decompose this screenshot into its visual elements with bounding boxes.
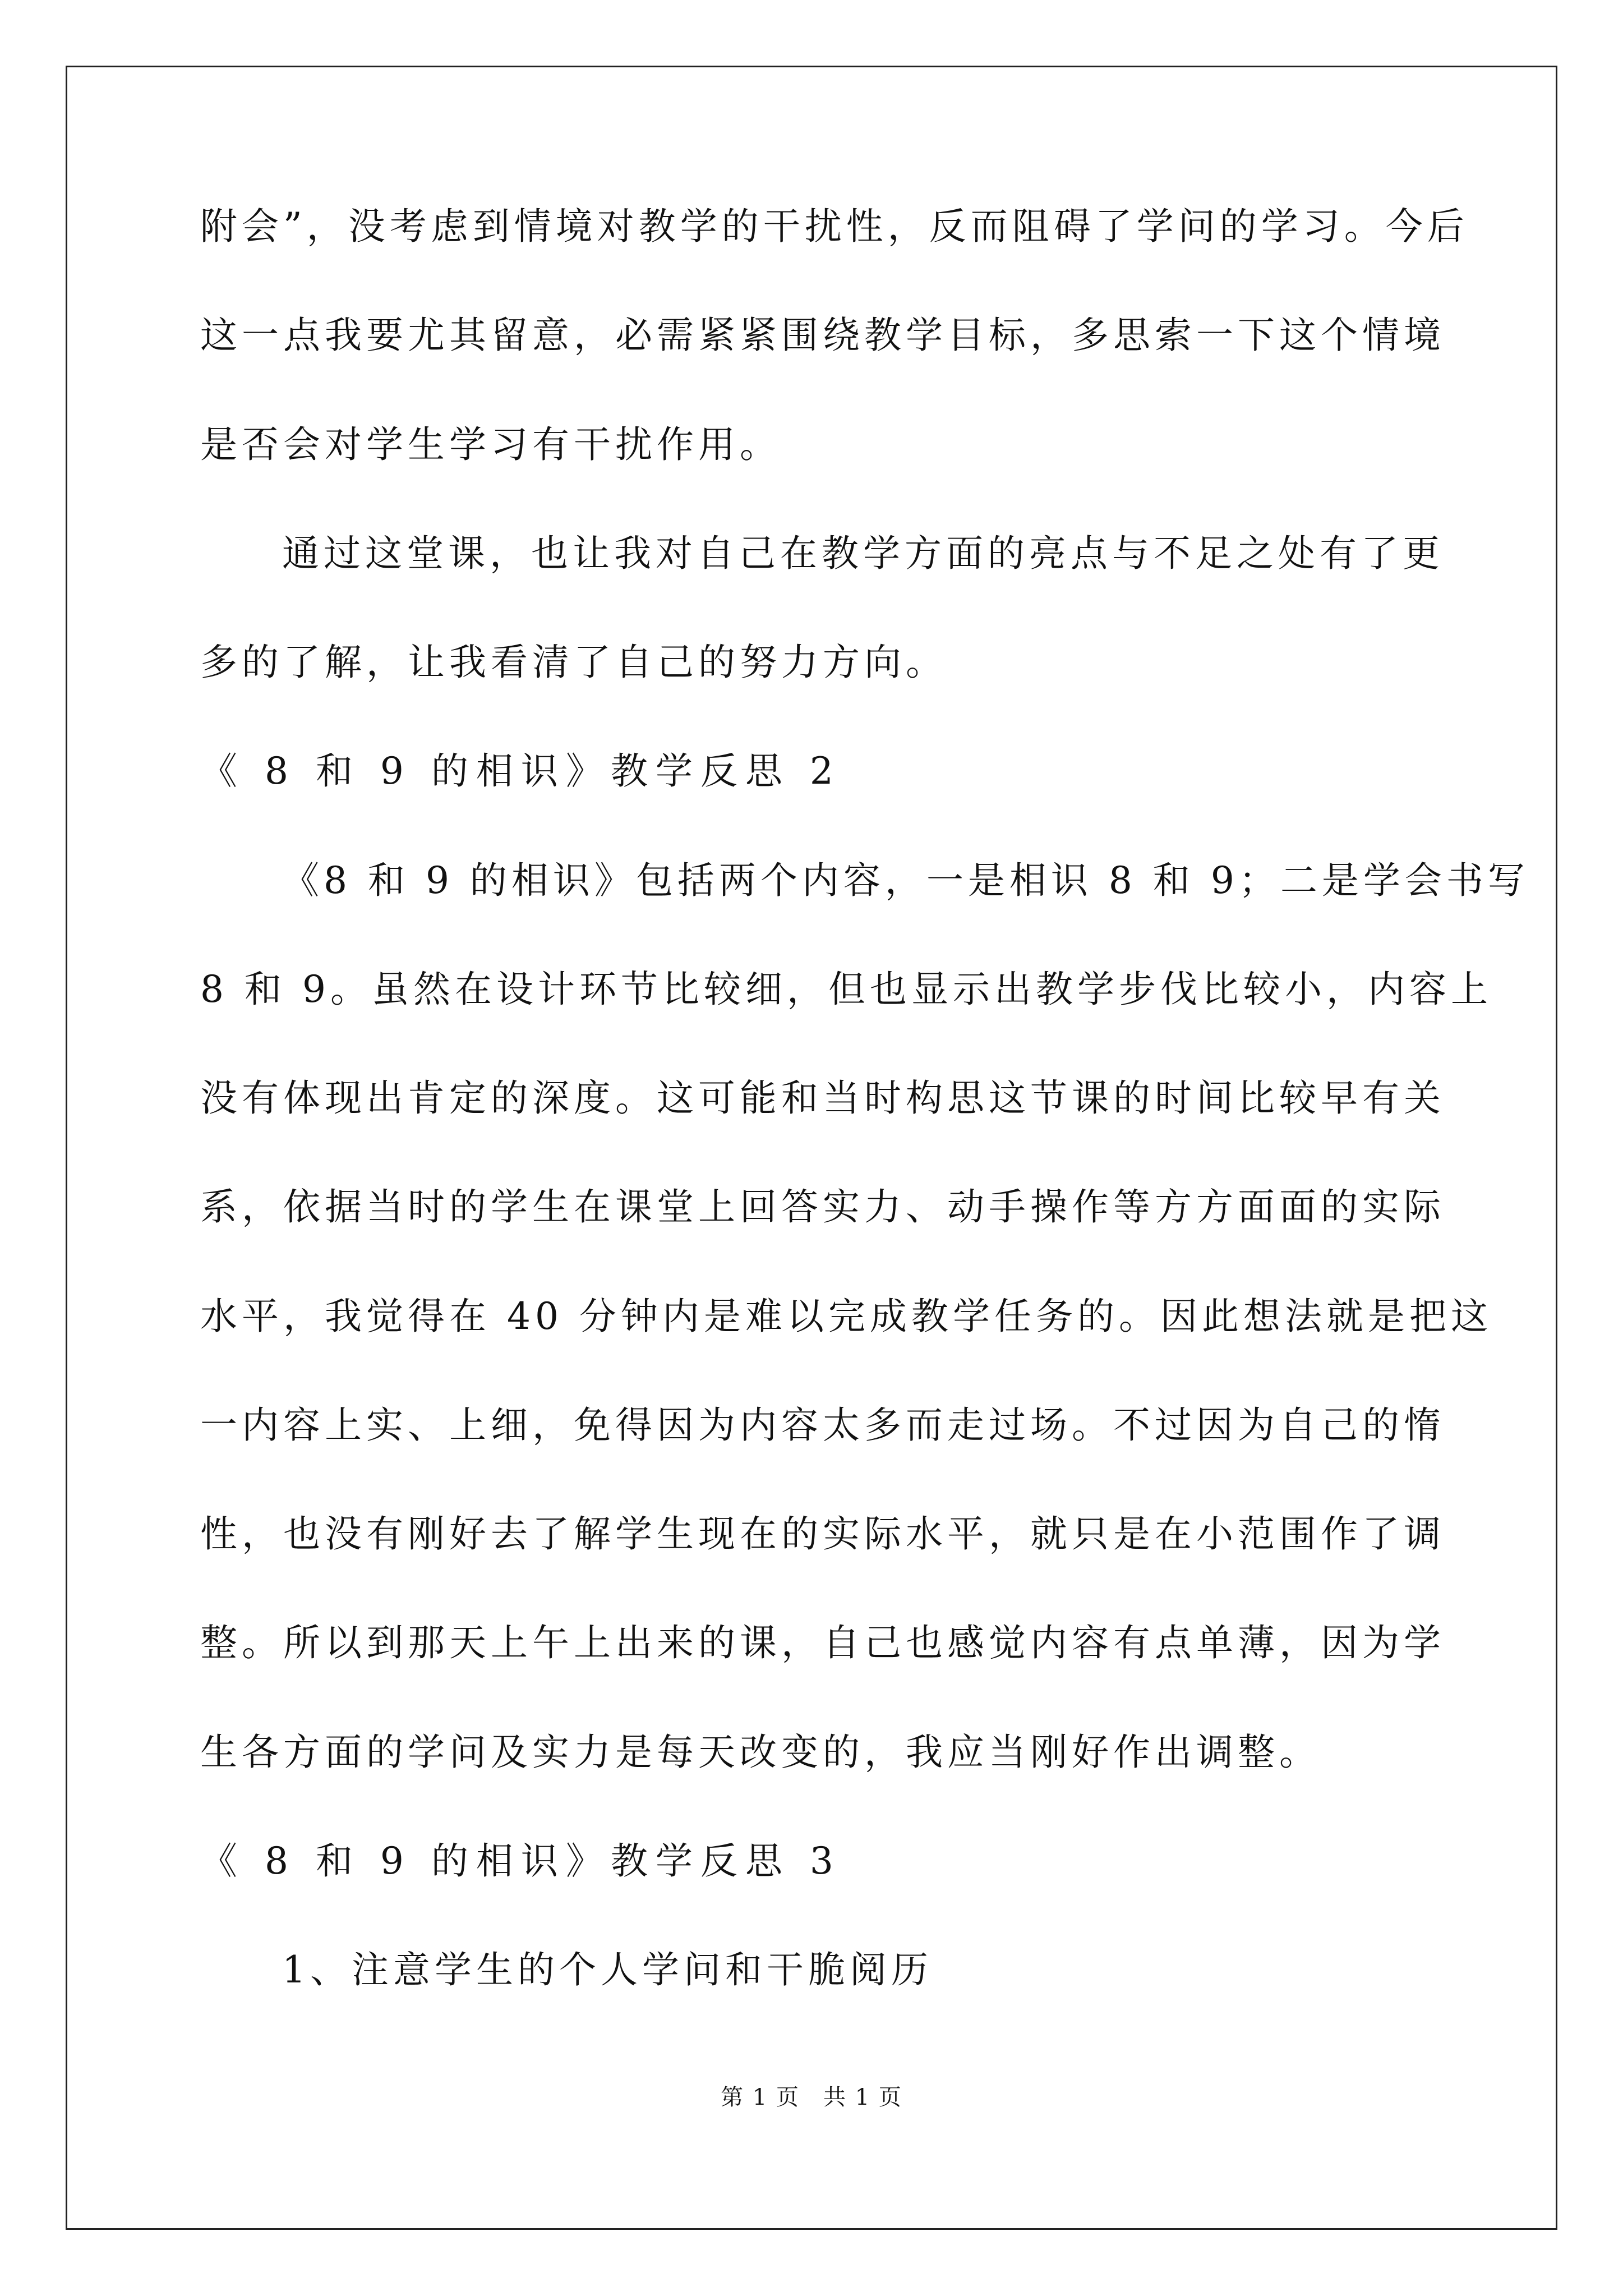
page-border xyxy=(66,66,1557,2230)
paragraph-line: 附会”，没考虑到情境对教学的干扰性，反而阻碍了学问的学习。今后 xyxy=(200,205,1469,248)
paragraph-line: 系，依据当时的学生在课堂上回答实力、动手操作等方方面面的实际 xyxy=(200,1185,1445,1228)
section-heading: 《 8 和 9 的相识》教学反思 3 xyxy=(200,1839,841,1883)
paragraph-line: 《8 和 9 的相识》包括两个内容，一是相识 8 和 9；二是学会书写 xyxy=(282,859,1529,902)
paragraph-line: 通过这堂课，也让我对自己在教学方面的亮点与不足之处有了更 xyxy=(282,532,1444,575)
section-heading: 《 8 和 9 的相识》教学反思 2 xyxy=(200,749,841,793)
page-footer: 第 1 页 共 1 页 xyxy=(721,2085,902,2110)
paragraph-line: 整。所以到那天上午上出来的课，自己也感觉内容有点单薄，因为学 xyxy=(200,1621,1445,1664)
paragraph-line: 性，也没有刚好去了解学生现在的实际水平，就只是在小范围作了调 xyxy=(200,1512,1445,1556)
paragraph-line: 水平，我觉得在 40 分钟内是难以完成教学任务的。因此想法就是把这 xyxy=(200,1295,1492,1338)
paragraph-line: 没有体现出肯定的深度。这可能和当时构思这节课的时间比较早有关 xyxy=(200,1076,1445,1120)
paragraph-line: 一内容上实、上细，免得因为内容太多而走过场。不过因为自己的惰 xyxy=(200,1404,1445,1447)
paragraph-line: 是否会对学生学习有干扰作用。 xyxy=(200,423,781,466)
paragraph-line: 多的了解，让我看清了自己的努力方向。 xyxy=(200,641,947,684)
paragraph-line: 这一点我要尤其留意，必需紧紧围绕教学目标，多思索一下这个情境 xyxy=(200,314,1445,357)
paragraph-line: 生各方面的学问及实力是每天改变的，我应当刚好作出调整。 xyxy=(200,1731,1321,1774)
paragraph-line: 8 和 9。虽然在设计环节比较细，但也显示出教学步伐比较小，内容上 xyxy=(200,968,1492,1011)
paragraph-line: 1、注意学生的个人学问和干脆阅历 xyxy=(282,1948,933,1991)
